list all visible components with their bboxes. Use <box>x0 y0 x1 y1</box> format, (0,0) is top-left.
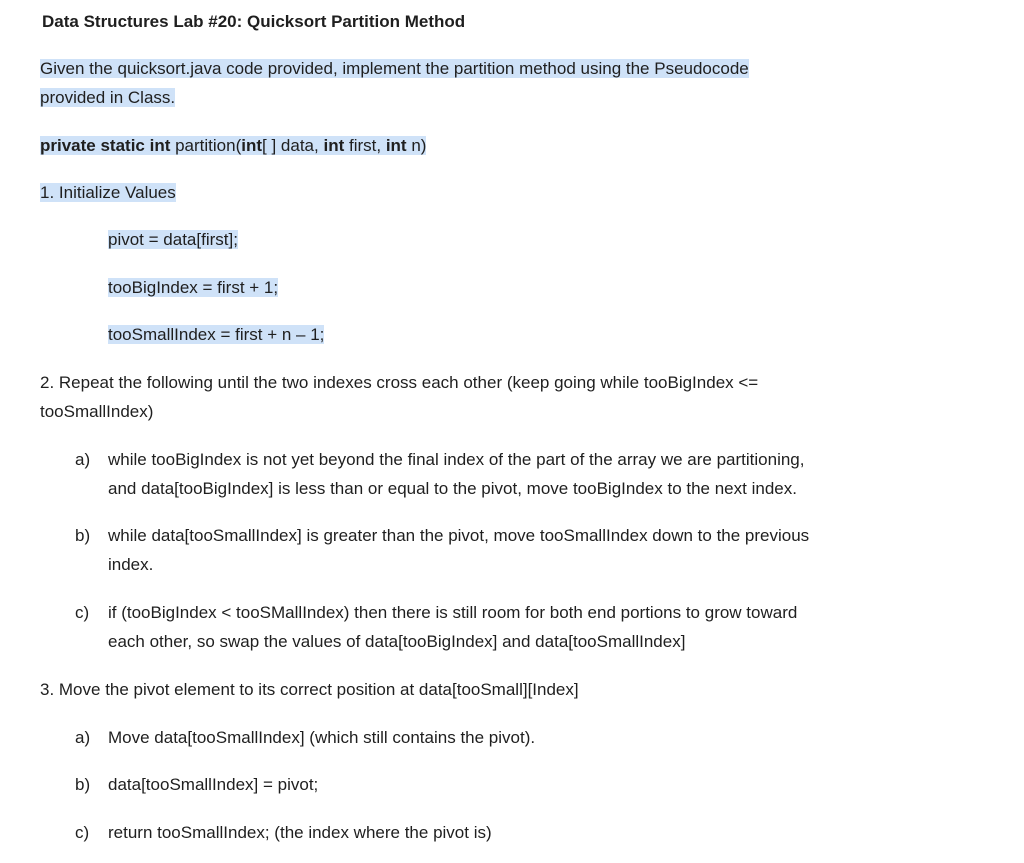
init-pivot <box>108 230 238 250</box>
intro-text-1: Given the quicksort.java code provided, implement the partition method using the Pseudocode <box>40 59 749 78</box>
intro-text-2: provided in Class. <box>40 88 176 107</box>
signature-type-3: int <box>385 136 407 155</box>
step-2-heading-line-2: tooSmallIndex) <box>40 402 154 421</box>
intro-line-1 <box>40 59 749 79</box>
step-2-heading-line-1: 2. Repeat the following until the two indexes cross each other (keep going while tooBigIndex <= <box>40 373 759 392</box>
step-2b-line-1: while data[tooSmallIndex] is greater than the pivot, move tooSmallIndex down to the previous <box>108 526 810 545</box>
step-3c-text: return tooSmallIndex; (the index where the pivot is) <box>108 823 492 842</box>
signature-modifiers: private static int <box>40 136 171 155</box>
intro-line-2 <box>40 88 175 108</box>
signature-param-2: first, <box>344 136 386 155</box>
signature-param-1: [ ] data, <box>262 136 324 155</box>
list-marker: c) <box>75 603 90 622</box>
list-marker: b) <box>75 526 91 545</box>
step-2c-line-1: if (tooBigIndex < tooSMallIndex) then there is still room for both end portions to grow toward <box>108 603 798 622</box>
method-signature <box>40 136 426 156</box>
step-2a-line-1: while tooBigIndex is not yet beyond the final index of the part of the array we are partitioning, <box>108 450 805 469</box>
list-marker: c) <box>75 823 90 842</box>
step-2c-line-2: each other, so swap the values of data[tooBigIndex] and data[tooSmallIndex] <box>108 632 686 651</box>
step-3b-text: data[tooSmallIndex] = pivot; <box>108 775 319 794</box>
init-toosmall-text: tooSmallIndex = first + n – 1; <box>108 325 325 344</box>
init-toosmall <box>108 325 324 345</box>
init-pivot-text: pivot = data[first]; <box>108 230 238 249</box>
list-marker: a) <box>75 450 91 469</box>
signature-type: int <box>241 136 263 155</box>
step-1-heading-text: 1. Initialize Values <box>40 183 176 202</box>
step-2a-line-2: and data[tooBigIndex] is less than or equal to the pivot, move tooBigIndex to the next index. <box>108 479 797 498</box>
document-title: Data Structures Lab #20: Quicksort Partition Method <box>42 12 466 31</box>
step-3a-text: Move data[tooSmallIndex] (which still contains the pivot). <box>108 728 536 747</box>
signature-param-3: n) <box>406 136 427 155</box>
list-marker: a) <box>75 728 91 747</box>
step-1-heading <box>40 183 176 203</box>
step-3-heading: 3. Move the pivot element to its correct position at data[tooSmall][Index] <box>40 680 579 699</box>
step-2b-line-2: index. <box>108 555 154 574</box>
signature-type-2: int <box>323 136 345 155</box>
signature-name: partition( <box>170 136 242 155</box>
init-toobig <box>108 278 278 298</box>
init-toobig-text: tooBigIndex = first + 1; <box>108 278 279 297</box>
list-marker: b) <box>75 775 91 794</box>
